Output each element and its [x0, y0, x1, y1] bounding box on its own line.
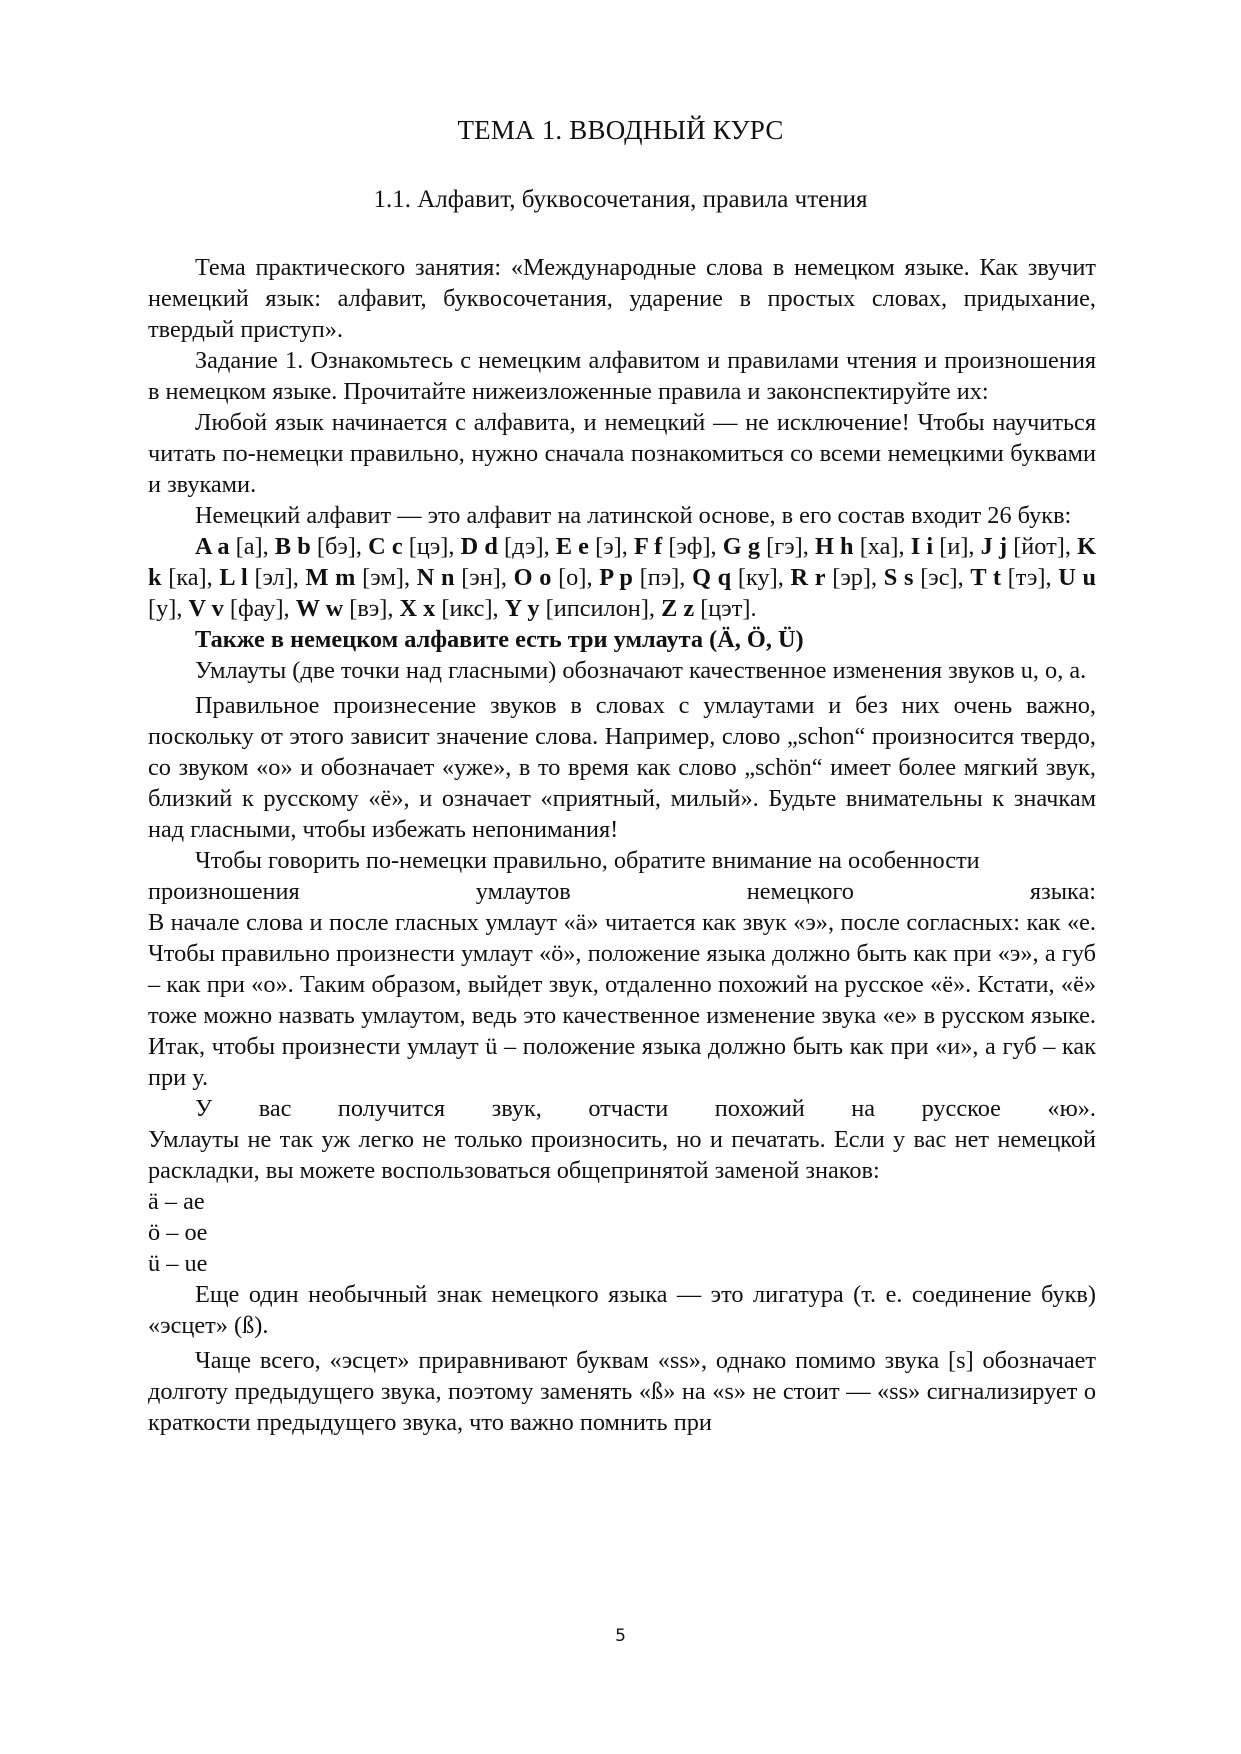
alphabet-letter: V v: [188, 595, 224, 622]
alphabet-sound: [э]: [595, 533, 622, 560]
alphabet-sound: [у]: [148, 595, 177, 622]
alphabet-letter: Q q: [692, 564, 732, 591]
alphabet-letter: B b: [274, 533, 311, 560]
alphabet-sound: [ха]: [859, 533, 899, 560]
alphabet-sound: [эм]: [362, 564, 404, 591]
paragraph-pronunciation-line1: Чтобы говорить по-немецки правильно, обратите внимание на особенности: [195, 847, 980, 874]
alphabet-sound: [ку]: [737, 564, 778, 591]
replacement-item: ü – ue: [148, 1250, 208, 1277]
alphabet-letter: O o: [513, 564, 552, 591]
alphabet-sound: [эф]: [668, 533, 711, 560]
alphabet-letter: H h: [814, 533, 854, 560]
word: У: [195, 1095, 213, 1122]
alphabet-letter: R r: [790, 564, 826, 591]
alphabet-sound: [фау]: [229, 595, 284, 622]
alphabet-list: A a [а], B b [бэ], C c [цэ], D d [дэ], E e [э], F f [эф], G g [гэ], H h [ха], I i [и], J j [йот], K k [ка], L l [эл], M m [эм], N n [эн], O o [о], P p [пэ], Q q [ку], R r [эр], S s [эс], T t [тэ], U u [у], V v [фау], W w [вэ], X x [икс], Y y [ипсилон], Z z [цэт].: [148, 533, 1097, 622]
paragraph-task: Задание 1. Ознакомьтесь с немецким алфавитом и правилами чтения и произношения в немецком языке. Прочитайте нижеизложенные правила и законспектируйте их:: [148, 347, 1096, 405]
replacement-item: ö – oe: [148, 1219, 208, 1246]
page-number: 5: [615, 1626, 626, 1646]
alphabet-letter: A a: [195, 533, 230, 560]
word: похожий: [714, 1095, 805, 1122]
alphabet-sound: [тэ]: [1007, 564, 1046, 591]
paragraph-typing: Умлауты не так уж легко не только произносить, но и печатать. Если у вас нет немецкой раскладки, вы можете воспользоваться общепринятой заменой знаков:: [148, 1126, 1096, 1184]
alphabet-sound: [ипсилон]: [545, 595, 649, 622]
alphabet-letter: M m: [305, 564, 356, 591]
alphabet-letter: W w: [295, 595, 344, 622]
alphabet-letter: E e: [555, 533, 589, 560]
word: языка:: [1029, 878, 1096, 905]
alphabet-letter: L l: [219, 564, 248, 591]
alphabet-sound: [эр]: [832, 564, 872, 591]
alphabet-sound: [эн]: [461, 564, 501, 591]
alphabet-letter: C c: [368, 533, 403, 560]
word: «ю».: [1047, 1095, 1096, 1122]
alphabet-letter: D d: [460, 533, 498, 560]
page-title: ТЕМА 1. ВВОДНЫЙ КУРС: [457, 115, 784, 145]
alphabet-sound: [эс]: [920, 564, 958, 591]
alphabet-letter: S s: [883, 564, 914, 591]
umlaut-heading: Также в немецком алфавите есть три умлаута (Ä, Ö, Ü): [195, 626, 804, 653]
paragraph-umlaut-rules: В начале слова и после гласных умлаут «ä» читается как звук «э», после согласных: как «е. Чтобы правильно произнести умлаут «ö», положение языка должно быть как при «э», а губ – как при «о». Таким образом, выйдет звук, отдаленно похожий на русское «ё». Кстати, «ё» тоже можно назвать умлаутом, ведь это качественное изменение звука «е» в русском языке. Итак, чтобы произнести умлаут ü – положение языка должно быть как при «и», а губ – как при у.: [148, 909, 1096, 1091]
alphabet-sound: [цэт]: [700, 595, 751, 622]
alphabet-sound: [ка]: [168, 564, 207, 591]
alphabet-sound: [о]: [558, 564, 587, 591]
alphabet-letter: F f: [633, 533, 663, 560]
alphabet-sound: [бэ]: [316, 533, 356, 560]
section-subtitle: 1.1. Алфавит, буквосочетания, правила чтения: [373, 186, 868, 213]
paragraph-umlaut-def: Умлауты (две точки над гласными) обозначают качественное изменения звуков u, o, a.: [195, 657, 1087, 684]
word: произношения: [148, 878, 300, 905]
alphabet-sound: [йот]: [1013, 533, 1065, 560]
body-text: [148, 252, 1096, 1438]
word: умлаутов: [475, 878, 571, 905]
replacement-list: [148, 1186, 1096, 1279]
alphabet-letter: Z z: [661, 595, 695, 622]
alphabet-letter: G g: [722, 533, 760, 560]
alphabet-letter: N n: [416, 564, 455, 591]
word: вас: [258, 1095, 292, 1122]
alphabet-sound: [икс]: [441, 595, 493, 622]
word: получится: [337, 1095, 446, 1122]
alphabet-sound: [а]: [235, 533, 263, 560]
paragraph-alphabet-intro: Немецкий алфавит — это алфавит на латинской основе, в его состав входит 26 букв:: [195, 502, 1072, 529]
alphabet-letter: I i: [910, 533, 934, 560]
word: немецкого: [746, 878, 854, 905]
alphabet-letter: J j: [980, 533, 1008, 560]
alphabet-sound: [цэ]: [408, 533, 449, 560]
alphabet-sound: [эл]: [254, 564, 293, 591]
alphabet-sound: [вэ]: [349, 595, 388, 622]
paragraph-topic: Тема практического занятия: «Международные слова в немецком языке. Как звучит немецкий язык: алфавит, буквосочетания, ударение в простых словах, придыхание, твердый приступ».: [148, 254, 1096, 343]
word: русское: [921, 1095, 1001, 1122]
paragraph-u-sound-line1: [148, 1093, 1096, 1124]
alphabet-letter: X x: [399, 595, 436, 622]
word: на: [851, 1095, 876, 1122]
paragraph-intro: Любой язык начинается с алфавита, и немецкий — не исключение! Чтобы научиться читать по-немецки правильно, нужно сначала познакомиться со всеми немецкими буквами и звуками.: [148, 409, 1096, 498]
alphabet-sound: [гэ]: [766, 533, 803, 560]
alphabet-letter: Y y: [504, 595, 540, 622]
alphabet-sound: [пэ]: [639, 564, 680, 591]
word: отчасти: [588, 1095, 669, 1122]
paragraph-eszett: Еще один необычный знак немецкого языка — это лигатура (т. е. соединение букв) «эсцет» (ß).: [148, 1281, 1096, 1339]
replacement-item: ä – ae: [148, 1188, 205, 1215]
alphabet-sound: [дэ]: [504, 533, 544, 560]
alphabet-letter: K k: [148, 533, 1096, 591]
word: звук,: [491, 1095, 542, 1122]
paragraph-umlaut-importance: Правильное произнесение звуков в словах с умлаутами и без них очень важно, поскольку от этого зависит значение слова. Например, слово „schon“ произносится твердо, со звуком «о» и обозначает «уже», в то время как слово „schön“ имеет более мягкий звук, близкий к русскому «ё», и означает «приятный, милый». Будьте внимательны к значкам над гласными, чтобы избежать непонимания!: [148, 692, 1096, 843]
paragraph-eszett-usage: Чаще всего, «эсцет» приравнивают буквам «ss», однако помимо звука [s] обозначает долготу предыдущего звука, поэтому заменять «ß» на «s» не стоит — «ss» сигнализирует о краткости предыдущего звука, что важно помнить при: [148, 1347, 1096, 1436]
paragraph-pronunciation-line2: [148, 876, 1096, 907]
alphabet-sound: [и]: [939, 533, 969, 560]
alphabet-letter: T t: [970, 564, 1001, 591]
alphabet-letter: P p: [599, 564, 633, 591]
alphabet-letter: U u: [1058, 564, 1097, 591]
